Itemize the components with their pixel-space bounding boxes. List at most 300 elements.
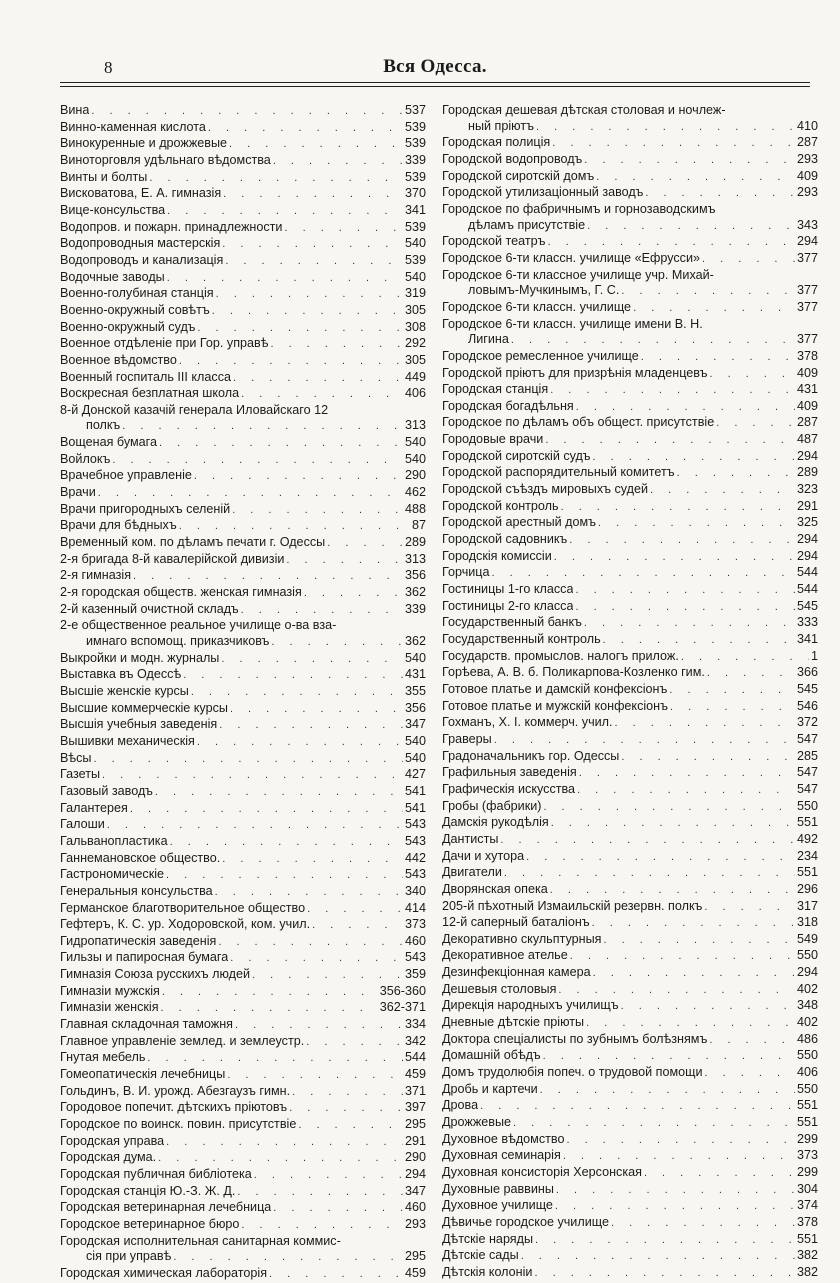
- entry-label: Гнутая мебель: [60, 1050, 146, 1065]
- entry-label-continuation: Лигина: [468, 332, 509, 347]
- entry-page-number: 305: [404, 302, 426, 317]
- dot-leader: [526, 850, 795, 866]
- entry-page-number: 540: [404, 650, 426, 665]
- index-entry: [60, 984, 426, 1001]
- index-entry: [442, 432, 818, 449]
- entry-label: Городская дешевая дѣтская столовая и ночлеж-: [442, 103, 726, 117]
- index-entry: [60, 884, 426, 901]
- dot-leader: [621, 284, 795, 300]
- dot-leader: [270, 337, 403, 353]
- entry-page-number: 339: [404, 601, 426, 616]
- entry-page-number: 319: [404, 286, 426, 301]
- dot-leader: [149, 171, 403, 187]
- index-entry: [60, 303, 426, 320]
- index-entry: [60, 651, 426, 668]
- dot-leader: [584, 153, 795, 169]
- dot-leader: [555, 1199, 795, 1215]
- entry-label: Дѣтскіе наряды: [442, 1231, 534, 1246]
- entry-page-number: 287: [796, 415, 818, 430]
- page-header: [60, 50, 810, 80]
- entry-page-number: 355: [404, 683, 426, 698]
- entry-page-number: 539: [404, 119, 426, 134]
- entry-page-number: 551: [796, 1231, 818, 1246]
- entry-page-number: 342: [404, 1033, 426, 1048]
- entry-page-number: 539: [404, 136, 426, 151]
- entry-label: Дантисты: [442, 831, 499, 846]
- dot-leader: [548, 235, 795, 251]
- entry-page-number: 539: [404, 252, 426, 267]
- index-entry: [60, 585, 426, 602]
- entry-label: Дирекція народныхъ училищъ: [442, 998, 619, 1013]
- entry-label: Врачебное управленіе: [60, 468, 192, 483]
- entry-page-number: 1: [810, 648, 818, 663]
- index-entry: [442, 1048, 818, 1065]
- dot-leader: [147, 1051, 403, 1067]
- entry-label: Дворянская опека: [442, 881, 548, 896]
- entry-page-number: 549: [796, 931, 818, 946]
- entry-page-number: 305: [404, 352, 426, 367]
- entry-label: Высшіе женскіе курсы: [60, 683, 189, 698]
- entry-label: Духовные раввины: [442, 1181, 554, 1196]
- entry-label: Дачи и хутора: [442, 848, 525, 863]
- dot-leader: [707, 666, 795, 682]
- index-entry: [60, 684, 426, 701]
- dot-leader: [252, 968, 403, 984]
- index-entry: [442, 965, 818, 982]
- index-entry: [60, 403, 426, 435]
- entry-label: Городской распорядительный комитетъ: [442, 465, 675, 480]
- entry-label: Городская публичная библіотека: [60, 1167, 252, 1181]
- entry-label: Выставка въ Одессѣ: [60, 667, 182, 682]
- entry-label: Городское 6-ти классн. училище: [442, 299, 632, 314]
- entry-label: Государственный банкъ: [442, 615, 582, 630]
- entry-page-number: 541: [404, 783, 426, 798]
- index-entry: [60, 485, 426, 502]
- dot-leader: [102, 768, 403, 784]
- entry-label: Городской пріютъ для призрѣнія младенцевъ: [442, 365, 708, 380]
- index-entry: [60, 1217, 426, 1234]
- dot-leader: [233, 371, 403, 387]
- entry-label: Городское по дѣламъ объ общест. присутствіе: [442, 415, 715, 430]
- index-entry: [442, 103, 818, 135]
- index-entry: [442, 1132, 818, 1149]
- dot-leader: [621, 750, 795, 766]
- entry-label: 2-й казенный очистной складъ: [60, 601, 239, 616]
- index-entry: [60, 817, 426, 834]
- index-entry: [60, 170, 426, 187]
- index-entry: [60, 867, 426, 884]
- entry-page-number: 551: [796, 1115, 818, 1130]
- entry-page-number: 340: [404, 883, 426, 898]
- entry-continuation-line: [442, 218, 818, 235]
- dot-leader: [551, 816, 795, 832]
- dot-leader: [284, 221, 403, 237]
- index-entry: [442, 1032, 818, 1049]
- index-entry: [442, 1165, 818, 1182]
- dot-leader: [107, 818, 403, 834]
- entry-page-number: 373: [404, 917, 426, 932]
- dot-leader: [223, 187, 403, 203]
- entry-page-number: 289: [796, 465, 818, 480]
- index-entry: [60, 1000, 426, 1017]
- entry-label: Винно-каменная кислота: [60, 119, 206, 134]
- dot-leader: [225, 254, 403, 270]
- entry-label: Горѣева, А. В. б. Поликарпова-Козленко гим.: [442, 665, 705, 680]
- entry-label: Городовые врачи: [442, 432, 544, 447]
- dot-leader: [641, 350, 795, 366]
- entry-label: Воскресная безплатная школа: [60, 386, 240, 401]
- index-entry: [442, 715, 818, 732]
- entry-page-number: 540: [404, 733, 426, 748]
- entry-label: Гольдинъ, В. И. урожд. Абезгаузъ гимн.: [60, 1083, 291, 1098]
- entry-label: Городская станція Ю.-З. Ж. Д.: [60, 1183, 236, 1198]
- index-entry: [442, 932, 818, 949]
- dot-leader: [222, 852, 403, 868]
- index-entry: [60, 917, 426, 934]
- dot-leader: [237, 1185, 403, 1201]
- dot-leader: [480, 1099, 795, 1115]
- entry-label: Войлокъ: [60, 451, 111, 466]
- dot-leader: [611, 1216, 795, 1232]
- index-entry: [442, 765, 818, 782]
- dot-leader: [173, 1250, 403, 1266]
- entry-page-number: 289: [404, 535, 426, 550]
- entry-label-continuation: имнаго вспомощ. приказчиковъ: [86, 634, 270, 648]
- entry-page-number: 285: [796, 748, 818, 763]
- index-entry: [60, 136, 426, 153]
- dot-leader: [161, 1001, 378, 1017]
- entry-label: 8-й Донской казачій генерала Иловайскаго 12: [60, 402, 329, 417]
- entry-page-number: 372: [796, 715, 818, 730]
- entry-label: Вице-консульства: [60, 202, 166, 217]
- entry-page-number: 545: [796, 681, 818, 696]
- index-entry: [442, 532, 818, 549]
- entry-label: Графильныя заведенія: [442, 765, 577, 780]
- index-entry: [60, 568, 426, 585]
- index-entry: [442, 599, 818, 616]
- dot-leader: [566, 1133, 795, 1149]
- entry-label: Временный ком. по дѣламъ печати г. Одессы: [60, 535, 326, 550]
- dot-leader: [216, 287, 403, 303]
- dot-leader: [556, 1183, 795, 1199]
- right-index-column: [442, 103, 818, 1283]
- index-entry: [442, 135, 818, 152]
- entry-page-number: 296: [796, 881, 818, 896]
- entry-page-number: 356: [404, 700, 426, 715]
- index-entry: [442, 849, 818, 866]
- entry-page-number: 431: [404, 667, 426, 682]
- entry-label: Военно-окружный совѣтъ: [60, 302, 210, 317]
- dot-leader: [179, 354, 403, 370]
- index-entry: [60, 1134, 426, 1151]
- entry-page-number: 431: [796, 382, 818, 397]
- entry-page-number: 374: [796, 1198, 818, 1213]
- dot-leader: [554, 550, 795, 566]
- entry-page-number: 539: [404, 169, 426, 184]
- dot-leader: [534, 1266, 795, 1282]
- entry-label: Висковатова, Е. А. гимназія: [60, 186, 222, 201]
- entry-label: Гомеопатическія лечебницы: [60, 1067, 226, 1082]
- dot-leader: [254, 1168, 403, 1184]
- dot-leader: [492, 566, 795, 582]
- entry-page-number: 371: [404, 1083, 426, 1098]
- entry-label: Галоши: [60, 817, 105, 832]
- entry-page-number: 540: [404, 269, 426, 284]
- entry-page-number: 348: [796, 998, 818, 1013]
- dot-leader: [570, 949, 795, 965]
- entry-page-number: 293: [404, 1216, 426, 1231]
- entry-label-continuation: дѣламъ присутствіе: [468, 217, 586, 232]
- entry-page-number: 293: [796, 151, 818, 166]
- entry-page-number: 460: [404, 1200, 426, 1215]
- index-entry: [442, 499, 818, 516]
- entry-page-number: 313: [404, 418, 426, 433]
- entry-page-number: 290: [404, 468, 426, 483]
- dot-leader: [122, 419, 403, 435]
- dot-leader: [645, 186, 795, 202]
- index-entry: [442, 1065, 818, 1082]
- dot-leader: [133, 569, 403, 585]
- index-entry: [442, 549, 818, 566]
- dot-leader: [702, 252, 795, 268]
- entry-page-number: 382: [796, 1248, 818, 1263]
- index-entry: [60, 535, 426, 552]
- entry-label: Городская полиція: [442, 135, 551, 150]
- entry-label: Графическія искусства: [442, 781, 576, 796]
- dot-leader: [563, 1149, 795, 1165]
- dot-leader: [167, 204, 403, 220]
- entry-page-number: 347: [404, 717, 426, 732]
- entry-page-number: 308: [404, 319, 426, 334]
- entry-label: Духовная консисторія Херсонская: [442, 1165, 642, 1179]
- dot-leader: [306, 1035, 403, 1051]
- index-entry: [442, 185, 818, 202]
- entry-label: Дрожжевые: [442, 1115, 511, 1130]
- index-entry: [442, 615, 818, 632]
- entry-label: Водопроводныя мастерскія: [60, 236, 221, 251]
- index-entry: [442, 234, 818, 251]
- entry-page-number: 341: [796, 632, 818, 646]
- entry-label-continuation: полкъ: [86, 418, 121, 433]
- index-columns: [60, 103, 818, 1283]
- dot-leader: [312, 918, 403, 934]
- entry-label: Вѣсы: [60, 750, 92, 765]
- dot-leader: [540, 1083, 795, 1099]
- entry-label: Винты и болты: [60, 169, 148, 184]
- index-entry: [60, 1234, 426, 1266]
- entry-label: Германское благотворительное общество: [60, 900, 306, 915]
- dot-leader: [586, 1016, 795, 1032]
- entry-label: Гимназіи мужскія: [60, 983, 160, 998]
- index-entry: [442, 449, 818, 466]
- index-entry: [60, 353, 426, 370]
- entry-page-number: 544: [796, 582, 818, 597]
- dot-leader: [705, 1066, 795, 1082]
- dot-leader: [159, 436, 403, 452]
- entry-label: Городское ветеринарное бюро: [60, 1216, 240, 1231]
- entry-label: Духовная семинарія: [442, 1148, 561, 1163]
- entry-continuation-line: [442, 119, 818, 136]
- left-index-column: [60, 103, 426, 1283]
- index-entry: [442, 782, 818, 799]
- entry-page-number: 313: [404, 551, 426, 566]
- entry-label: 2-я бригада 8-й кавалерійской дивизіи: [60, 551, 285, 566]
- entry-page-number: 449: [404, 369, 426, 384]
- index-entry: [60, 1184, 426, 1201]
- dot-leader: [579, 766, 795, 782]
- index-entry: [442, 1215, 818, 1232]
- entry-page-number: 362: [404, 585, 426, 600]
- dot-leader: [603, 933, 795, 949]
- dot-leader: [584, 616, 795, 632]
- index-entry: [60, 1150, 426, 1167]
- entry-label: Градоначальникъ гор. Одессы: [442, 748, 620, 763]
- entry-label: Гидропатическія заведенія: [60, 933, 217, 948]
- entry-page-number: 402: [796, 1015, 818, 1030]
- dot-leader: [289, 1101, 403, 1117]
- entry-label: Городской садовникъ: [442, 532, 568, 547]
- entry-page-number: 406: [796, 1065, 818, 1080]
- index-entry: [442, 1082, 818, 1099]
- index-entry: [60, 502, 426, 519]
- dot-leader: [227, 1068, 403, 1084]
- entry-page-number: 414: [404, 900, 426, 915]
- dot-leader: [158, 1151, 403, 1167]
- entry-label: Военный госпиталь III класса: [60, 369, 232, 384]
- entry-label: Городской съѣздъ мировыхъ судей: [442, 482, 649, 497]
- index-entry: [60, 784, 426, 801]
- entry-label: Декоративное ателье: [442, 948, 568, 963]
- index-entry: [60, 767, 426, 784]
- index-entry: [442, 865, 818, 882]
- dot-leader: [112, 453, 403, 469]
- entry-page-number: 295: [404, 1117, 426, 1132]
- entry-page-number: 488: [404, 501, 426, 516]
- dot-leader: [575, 600, 795, 616]
- entry-label: Виноторговля удѣльнаго вѣдомства: [60, 152, 271, 167]
- entry-label: 2-е общественное реальное училище о-ва вза-: [60, 618, 337, 633]
- entry-label: Двигатели: [442, 865, 502, 880]
- entry-page-number: 299: [796, 1131, 818, 1146]
- entry-page-number: 551: [796, 815, 818, 830]
- dot-leader: [561, 500, 795, 516]
- dot-leader: [307, 902, 403, 918]
- entry-page-number: 550: [796, 948, 818, 963]
- dot-leader: [241, 387, 403, 403]
- entry-label: Военно-голубиная станція: [60, 286, 214, 301]
- index-entry: [442, 732, 818, 749]
- index-entry: [60, 1017, 426, 1034]
- entry-label: Городское по фабричнымъ и горнозаводскимъ: [442, 201, 716, 216]
- index-entry: [442, 649, 818, 666]
- index-entry: [442, 665, 818, 682]
- entry-page-number: 317: [796, 898, 818, 913]
- entry-page-number: 540: [404, 451, 426, 466]
- entry-page-number: 304: [796, 1181, 818, 1196]
- entry-page-number: 377: [796, 250, 818, 265]
- dot-leader: [593, 966, 795, 982]
- entry-label: Газовый заводъ: [60, 783, 153, 798]
- dot-leader: [197, 735, 403, 751]
- entry-label: Гильзы и папиросная бумага: [60, 950, 229, 965]
- entry-page-number: 540: [404, 236, 426, 251]
- entry-label: Дезинфекціонная камера: [442, 965, 591, 980]
- dot-leader: [241, 1218, 403, 1234]
- index-entry: [60, 320, 426, 337]
- entry-label: 2-я городская обществ. женская гимназія: [60, 585, 302, 600]
- index-entry: [442, 399, 818, 416]
- dot-leader: [230, 702, 403, 718]
- entry-label: Городской арестный домъ: [442, 515, 597, 530]
- index-entry: [60, 336, 426, 353]
- index-entry: [442, 1232, 818, 1249]
- dot-leader: [650, 483, 795, 499]
- index-entry: [60, 1167, 426, 1184]
- index-entry: [60, 286, 426, 303]
- dot-leader: [298, 1118, 403, 1134]
- index-entry: [60, 518, 426, 535]
- entry-continuation-line: [442, 283, 818, 300]
- entry-label: Дѣтскіе сады: [442, 1248, 519, 1263]
- dot-leader: [269, 1267, 403, 1283]
- index-entry: [442, 366, 818, 383]
- dot-leader: [644, 1166, 795, 1182]
- entry-page-number: 543: [404, 950, 426, 965]
- entry-page-number: 543: [404, 867, 426, 882]
- entry-label: Готовое платье и мужскій конфексіонъ: [442, 698, 669, 713]
- entry-label: Гостиницы 1-го класса: [442, 582, 574, 597]
- dot-leader: [212, 304, 403, 320]
- entry-page-number: 539: [404, 219, 426, 234]
- dot-leader: [704, 900, 795, 916]
- entry-label: Гальванопластика: [60, 833, 168, 848]
- dot-leader: [709, 367, 795, 383]
- index-entry: [442, 349, 818, 366]
- index-entry: [60, 435, 426, 452]
- entry-page-number: 397: [404, 1100, 426, 1115]
- entry-label: Городской сиротскій домъ: [442, 168, 595, 183]
- dot-leader: [98, 486, 403, 502]
- index-entry: [442, 565, 818, 582]
- entry-page-number: 299: [796, 1165, 818, 1179]
- entry-page-number: 378: [796, 1214, 818, 1229]
- entry-label: Декоративно скульптурныя: [442, 931, 602, 946]
- dot-leader: [596, 170, 795, 186]
- entry-page-number: 546: [796, 698, 818, 713]
- index-entry: [60, 701, 426, 718]
- entry-label: Домашній обѣдъ: [442, 1048, 541, 1063]
- entry-continuation-line: [60, 634, 426, 651]
- dot-leader: [543, 1049, 795, 1065]
- entry-page-number: 492: [796, 831, 818, 846]
- dot-leader: [621, 999, 795, 1015]
- dot-leader: [235, 1018, 403, 1034]
- entry-label: Дрова: [442, 1098, 479, 1113]
- entry-continuation-line: [442, 332, 818, 349]
- dot-leader: [558, 983, 795, 999]
- index-entry: [60, 618, 426, 650]
- entry-page-number: 356-360: [379, 983, 426, 998]
- entry-page-number: 543: [404, 833, 426, 848]
- dot-leader: [545, 433, 795, 449]
- index-entry: [442, 465, 818, 482]
- entry-label: Вощеная бумага: [60, 435, 157, 450]
- entry-page-number: 366: [796, 665, 818, 680]
- entry-label: Водопроводъ и канализація: [60, 252, 224, 267]
- entry-label: Государственный контроль: [442, 632, 601, 646]
- entry-page-number: 378: [796, 348, 818, 363]
- dot-leader: [569, 533, 795, 549]
